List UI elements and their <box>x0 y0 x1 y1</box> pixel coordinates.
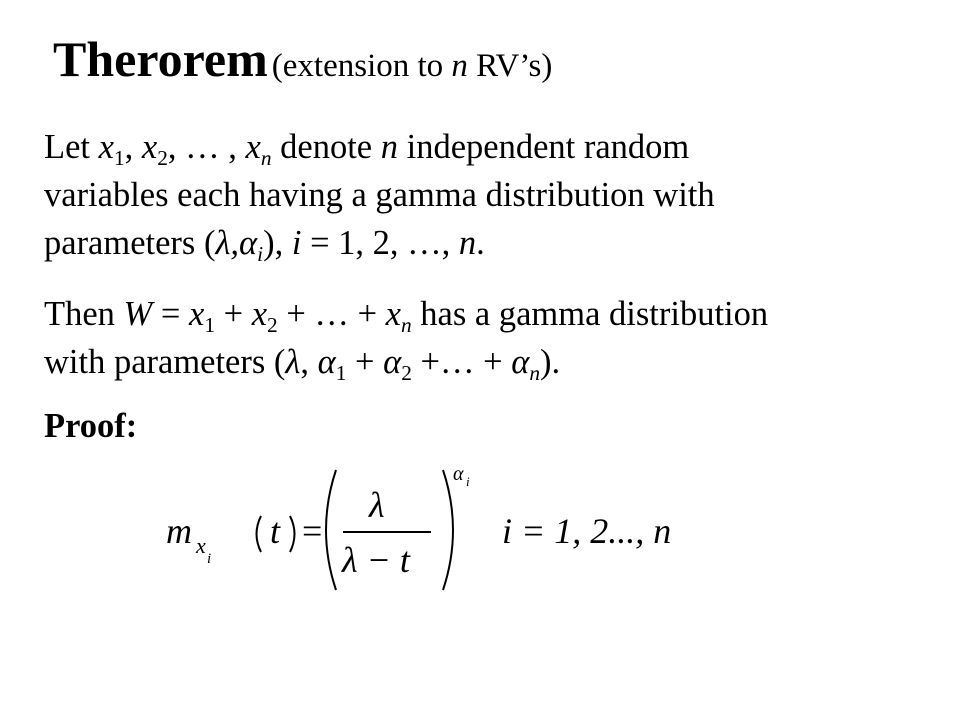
conclusion-line-1: Then $W = x_1 + x_2$ + … + $x_n$ has a gamma distribution <box>44 295 769 337</box>
formula-m: m <box>166 511 192 551</box>
formula-index-range: i = 1, 2..., n <box>502 511 672 551</box>
proof-label: Proof: <box>44 407 138 445</box>
formula-x-sub-index: i <box>207 551 212 567</box>
statement-line-3: parameters $(\lambda,\alpha_i)$, i = 1, 2, …, n. <box>44 224 485 266</box>
statement-line-1: Let $x_1$, $x_2$, … , $x_n$ denote n independent random <box>44 128 690 170</box>
conclusion-line-2: with parameters (λ, $\alpha_1 + \alpha_2$ +… + $\alpha_n$). <box>44 343 561 385</box>
formula-paren-left-t <box>257 516 262 552</box>
formula-numerator: λ <box>369 485 385 525</box>
title-sub-var: n <box>451 48 468 84</box>
title-subtitle <box>272 48 553 84</box>
formula-paren-right-t <box>290 516 295 552</box>
formula-denominator: λ − t <box>342 540 410 580</box>
title-main: Therorem <box>53 31 268 87</box>
slide-title <box>53 31 553 87</box>
formula-equals: = <box>302 511 323 551</box>
statement-line-2: variables each having a gamma distribution with <box>44 176 715 214</box>
title-sub-close: RV’s) <box>467 48 553 84</box>
theorem-statement <box>44 123 954 267</box>
formula-x-sub: x <box>196 533 206 558</box>
theorem-conclusion <box>44 290 954 386</box>
formula-exponent-alpha: α <box>453 463 464 485</box>
formula-big-paren-left <box>326 470 336 590</box>
formula-big-paren-right <box>443 470 453 590</box>
formula-exponent-sub: i <box>466 474 470 489</box>
title-sub-open: (extension to <box>271 48 452 84</box>
formula-t: t <box>270 511 281 551</box>
mgf-formula <box>140 440 740 610</box>
